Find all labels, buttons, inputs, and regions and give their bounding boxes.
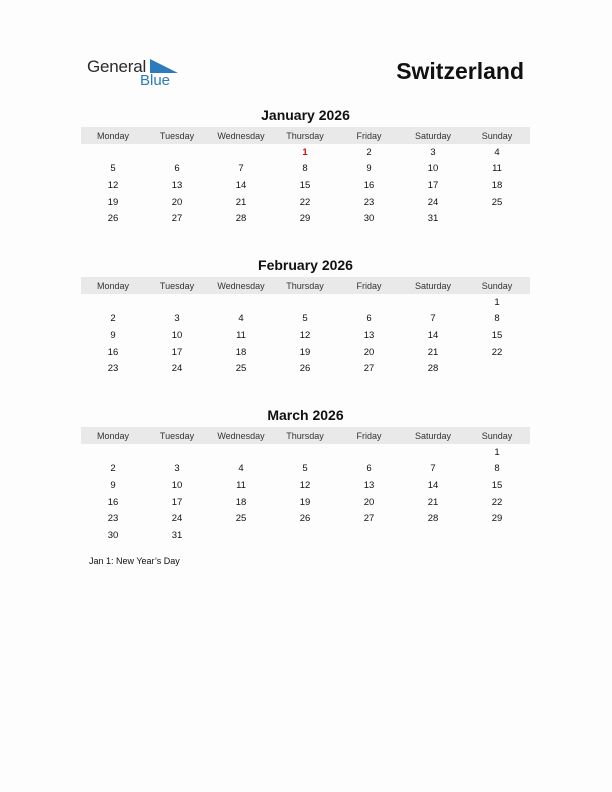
day-cell: 2 (366, 146, 372, 158)
day-cell: 30 (107, 529, 119, 541)
day-cell: 6 (174, 163, 180, 175)
week-row (81, 311, 530, 328)
day-cell: 12 (107, 179, 119, 191)
month-title: January 2026 (261, 107, 350, 123)
day-cell: 5 (302, 463, 308, 475)
day-cell: 10 (427, 163, 439, 175)
week-row (81, 494, 530, 511)
day-cell: 7 (430, 313, 436, 325)
day-cell: 8 (494, 313, 500, 325)
week-row (81, 161, 530, 178)
day-cell: 12 (299, 479, 311, 491)
week-row (81, 360, 530, 377)
weekday-label: Wednesday (217, 280, 265, 291)
weekday-label: Saturday (414, 280, 452, 291)
day-cell: 23 (107, 513, 119, 525)
day-cell: 4 (494, 146, 500, 158)
day-cell: 24 (171, 363, 183, 375)
day-cell: 11 (492, 163, 502, 175)
day-cell: 13 (363, 479, 375, 491)
day-cell: 18 (235, 496, 247, 508)
weekday-label: Friday (356, 430, 382, 441)
weekday-label: Sunday (481, 280, 513, 291)
month-title: February 2026 (258, 257, 353, 273)
month-february (81, 256, 530, 377)
month-grid (81, 444, 530, 544)
day-cell: 16 (363, 179, 375, 191)
holiday-note: Jan 1: New Year’s Day (89, 556, 180, 566)
day-cell: 31 (171, 529, 183, 541)
day-cell: 10 (171, 479, 183, 491)
weekday-header (81, 277, 530, 294)
day-cell: 8 (494, 463, 500, 475)
day-cell: 15 (491, 329, 503, 341)
day-cell: 3 (174, 463, 180, 475)
day-cell: 9 (110, 329, 116, 341)
day-cell: 19 (299, 346, 311, 358)
day-cell: 28 (427, 513, 439, 525)
day-cell: 28 (235, 213, 247, 225)
holiday-day-cell: 1 (302, 146, 308, 158)
day-cell: 19 (299, 496, 311, 508)
day-cell: 13 (171, 179, 183, 191)
weekday-label: Thursday (286, 280, 324, 291)
day-cell: 27 (363, 363, 375, 375)
day-cell: 23 (107, 363, 119, 375)
day-cell: 17 (171, 496, 183, 508)
day-cell: 7 (238, 163, 244, 175)
day-cell: 11 (236, 329, 246, 341)
day-cell: 29 (299, 213, 311, 225)
weekday-header (81, 127, 530, 144)
day-cell: 5 (110, 163, 116, 175)
day-cell: 21 (235, 196, 247, 208)
weekday-label: Thursday (286, 430, 324, 441)
weekday-label: Sunday (481, 130, 513, 141)
day-cell: 5 (302, 313, 308, 325)
weekday-label: Tuesday (159, 130, 195, 141)
weekday-label: Wednesday (217, 430, 265, 441)
day-cell: 31 (427, 213, 439, 225)
day-cell: 25 (491, 196, 503, 208)
weekday-label: Tuesday (159, 430, 195, 441)
day-cell: 11 (236, 479, 246, 491)
day-cell: 16 (107, 346, 119, 358)
day-cell: 9 (110, 479, 116, 491)
logo-word-general: General (87, 57, 147, 76)
day-cell: 14 (235, 179, 247, 191)
week-row (81, 444, 530, 461)
weekday-label: Tuesday (159, 280, 195, 291)
day-cell: 22 (491, 346, 503, 358)
month-january (81, 106, 530, 227)
day-cell: 6 (366, 313, 372, 325)
day-cell: 27 (171, 213, 183, 225)
day-cell: 8 (302, 163, 308, 175)
month-grid (81, 144, 530, 227)
weekday-label: Saturday (414, 130, 452, 141)
day-cell: 20 (171, 196, 183, 208)
weekday-label: Wednesday (217, 130, 265, 141)
day-cell: 12 (299, 329, 311, 341)
day-cell: 27 (363, 513, 375, 525)
week-row (81, 144, 530, 161)
day-cell: 3 (430, 146, 436, 158)
day-cell: 15 (299, 179, 311, 191)
day-cell: 17 (171, 346, 183, 358)
day-cell: 14 (427, 479, 439, 491)
day-cell: 14 (427, 329, 439, 341)
day-cell: 17 (427, 179, 439, 191)
day-cell: 7 (430, 463, 436, 475)
day-cell: 3 (174, 313, 180, 325)
week-row (81, 477, 530, 494)
day-cell: 10 (171, 329, 183, 341)
day-cell: 2 (110, 463, 116, 475)
holiday-notes (89, 556, 180, 566)
weekday-label: Sunday (481, 430, 513, 441)
day-cell: 29 (491, 513, 503, 525)
day-cell: 4 (238, 463, 244, 475)
day-cell: 18 (235, 346, 247, 358)
logo-word-blue: Blue (140, 72, 171, 89)
day-cell: 13 (363, 329, 375, 341)
weekday-header (81, 427, 530, 444)
week-row (81, 461, 530, 478)
week-row (81, 510, 530, 527)
day-cell: 26 (299, 513, 311, 525)
week-row (81, 344, 530, 361)
week-row (81, 527, 530, 544)
day-cell: 1 (494, 446, 500, 458)
day-cell: 22 (491, 496, 503, 508)
brand-logo (87, 56, 187, 92)
day-cell: 24 (171, 513, 183, 525)
day-cell: 23 (363, 196, 375, 208)
weekday-label: Monday (96, 430, 130, 441)
week-row (81, 327, 530, 344)
weekday-label: Thursday (286, 130, 324, 141)
month-march (81, 406, 530, 544)
weekday-label: Friday (356, 130, 382, 141)
country-title: Switzerland (396, 58, 524, 84)
day-cell: 16 (107, 496, 119, 508)
weekday-label: Friday (356, 280, 382, 291)
weekday-label: Monday (96, 280, 130, 291)
day-cell: 28 (427, 363, 439, 375)
day-cell: 19 (107, 196, 119, 208)
week-row (81, 294, 530, 311)
day-cell: 2 (110, 313, 116, 325)
day-cell: 9 (366, 163, 372, 175)
day-cell: 25 (235, 513, 247, 525)
month-grid (81, 294, 530, 377)
month-title: March 2026 (267, 407, 344, 423)
day-cell: 20 (363, 496, 375, 508)
weekday-label: Saturday (414, 430, 452, 441)
week-row (81, 177, 530, 194)
day-cell: 22 (299, 196, 311, 208)
day-cell: 21 (427, 496, 439, 508)
week-row (81, 210, 530, 227)
day-cell: 24 (427, 196, 439, 208)
day-cell: 18 (491, 179, 503, 191)
day-cell: 26 (299, 363, 311, 375)
day-cell: 1 (494, 296, 500, 308)
day-cell: 4 (238, 313, 244, 325)
day-cell: 26 (107, 213, 119, 225)
weekday-label: Monday (96, 130, 130, 141)
day-cell: 25 (235, 363, 247, 375)
day-cell: 15 (491, 479, 503, 491)
day-cell: 30 (363, 213, 375, 225)
day-cell: 21 (427, 346, 439, 358)
day-cell: 6 (366, 463, 372, 475)
week-row (81, 194, 530, 211)
day-cell: 20 (363, 346, 375, 358)
